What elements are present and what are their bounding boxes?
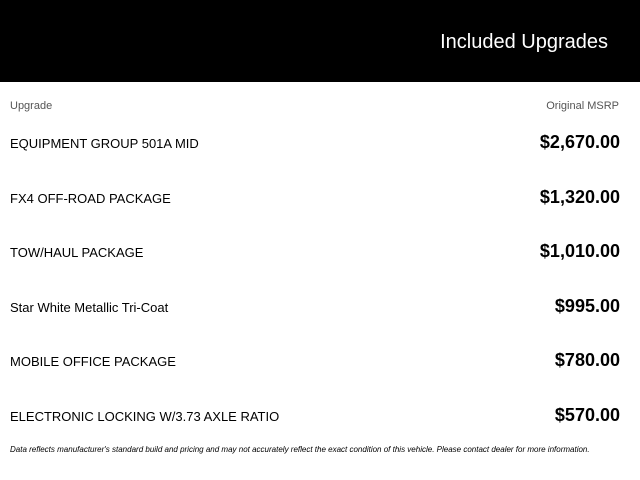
upgrade-name: ELECTRONIC LOCKING W/3.73 AXLE RATIO [10, 408, 280, 424]
upgrade-row [0, 170, 640, 225]
upgrade-name: EQUIPMENT GROUP 501A MID [10, 136, 199, 151]
upgrade-name: MOBILE OFFICE PACKAGE [10, 354, 176, 369]
upgrade-price: $780.00 [554, 350, 620, 370]
upgrade-name: FX4 OFF-ROAD PACKAGE [10, 190, 171, 206]
upgrade-row [0, 279, 640, 334]
upgrade-name: TOW/HAUL PACKAGE [10, 245, 144, 260]
upgrade-price: $995.00 [554, 295, 620, 316]
upgrade-price: $1,320.00 [539, 186, 620, 207]
upgrade-row [0, 388, 640, 443]
column-header-msrp: Original MSRP [546, 100, 619, 112]
upgrade-price: $570.00 [554, 404, 620, 425]
upgrade-list [0, 115, 640, 442]
upgrade-price: $2,670.00 [539, 132, 620, 152]
column-header-upgrade: Upgrade [10, 100, 53, 112]
upgrade-row [0, 115, 640, 170]
upgrade-row [0, 224, 640, 279]
page-title: Included Upgrades [440, 31, 608, 53]
disclaimer-text: Data reflects manufacturer's standard build and pricing and may not accurately reflect the exact condition of this vehicle. Please contact dealer for more information. [10, 445, 590, 454]
upgrade-price: $1,010.00 [539, 241, 620, 261]
header-banner [0, 0, 640, 82]
upgrade-row [0, 333, 640, 388]
upgrade-name: Star White Metallic Tri-Coat [10, 299, 169, 315]
